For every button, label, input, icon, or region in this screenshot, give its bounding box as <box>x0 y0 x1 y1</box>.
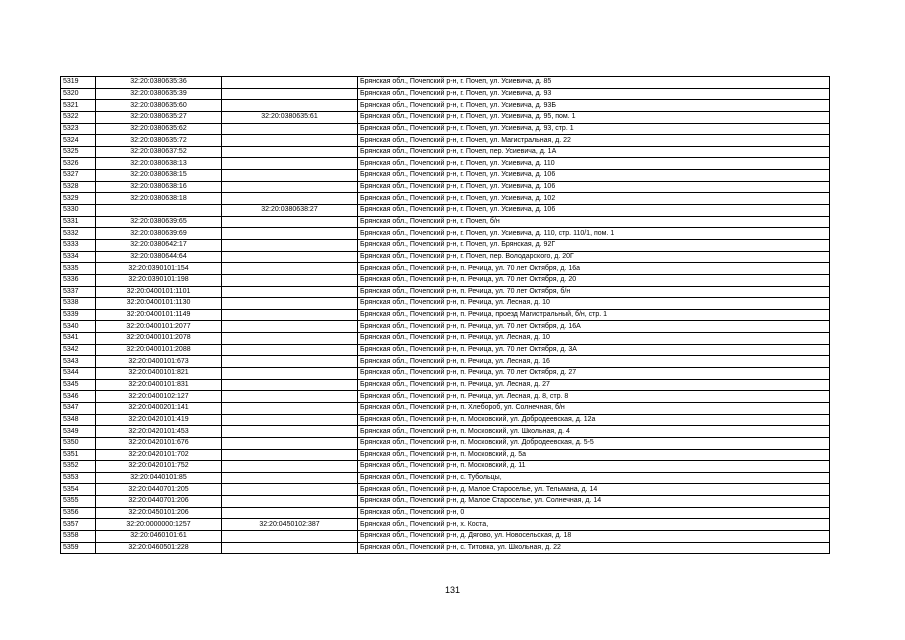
cadastral-number-cell: 32:20:0400101:1149 <box>96 309 222 321</box>
row-number-cell: 5319 <box>61 77 96 89</box>
address-cell: Брянская обл., Почепский р-н, г. Почеп, ул. Усиевича, д. 93, стр. 1 <box>358 123 830 135</box>
cadastral-number-cell: 32:20:0380644:64 <box>96 251 222 263</box>
row-number-cell: 5344 <box>61 368 96 380</box>
row-number-cell: 5359 <box>61 542 96 554</box>
related-cadastral-number-cell <box>222 333 358 345</box>
cadastral-number-cell: 32:20:0380638:15 <box>96 170 222 182</box>
related-cadastral-number-cell <box>222 123 358 135</box>
cadastral-number-cell: 32:20:0380638:13 <box>96 158 222 170</box>
related-cadastral-number-cell <box>222 449 358 461</box>
table-row <box>61 251 830 263</box>
row-number-cell: 5352 <box>61 461 96 473</box>
related-cadastral-number-cell <box>222 414 358 426</box>
cadastral-number-cell: 32:20:0000000:1257 <box>96 519 222 531</box>
registry-table <box>60 76 830 554</box>
address-cell: Брянская обл., Почепский р-н, п. Речица, ул. Лесная, д. 10 <box>358 333 830 345</box>
related-cadastral-number-cell <box>222 472 358 484</box>
table-row <box>61 111 830 123</box>
row-number-cell: 5331 <box>61 216 96 228</box>
related-cadastral-number-cell <box>222 263 358 275</box>
address-cell: Брянская обл., Почепский р-н, п. Речица, ул. Лесная, д. 10 <box>358 298 830 310</box>
row-number-cell: 5356 <box>61 507 96 519</box>
table-row <box>61 426 830 438</box>
address-cell: Брянская обл., Почепский р-н, д. Малое Староселье, ул. Солнечная, д. 14 <box>358 496 830 508</box>
cadastral-number-cell: 32:20:0400101:2078 <box>96 333 222 345</box>
address-cell: Брянская обл., Почепский р-н, п. Речица, ул. Лесная, д. 27 <box>358 379 830 391</box>
related-cadastral-number-cell <box>222 181 358 193</box>
address-cell: Брянская обл., Почепский р-н, г. Почеп, ул. Усиевича, д. 110, стр. 110/1, пом. 1 <box>358 228 830 240</box>
address-cell: Брянская обл., Почепский р-н, г. Почеп, ул. Усиевича, д. 110 <box>358 158 830 170</box>
address-cell: Брянская обл., Почепский р-н, п. Речица, проезд Магистральный, б/н, стр. 1 <box>358 309 830 321</box>
cadastral-number-cell: 32:20:0400101:2088 <box>96 344 222 356</box>
related-cadastral-number-cell <box>222 251 358 263</box>
registry-table-body <box>61 77 830 554</box>
row-number-cell: 5334 <box>61 251 96 263</box>
page-number: 131 <box>444 585 461 595</box>
table-row <box>61 507 830 519</box>
row-number-cell: 5343 <box>61 356 96 368</box>
related-cadastral-number-cell <box>222 274 358 286</box>
address-cell: Брянская обл., Почепский р-н, г. Почеп, ул. Усиевича, д. 93Б <box>358 100 830 112</box>
address-cell: Брянская обл., Почепский р-н, п. Московский, д. 11 <box>358 461 830 473</box>
table-row <box>61 519 830 531</box>
address-cell: Брянская обл., Почепский р-н, г. Почеп, ул. Усиевича, д. 95, пом. 1 <box>358 111 830 123</box>
cadastral-number-cell: 32:20:0460501:228 <box>96 542 222 554</box>
table-row <box>61 437 830 449</box>
address-cell: Брянская обл., Почепский р-н, д. Малое Староселье, ул. Тельмана, д. 14 <box>358 484 830 496</box>
table-row <box>61 414 830 426</box>
table-row <box>61 391 830 403</box>
cadastral-number-cell: 32:20:0460101:61 <box>96 530 222 542</box>
address-cell: Брянская обл., Почепский р-н, п. Речица, ул. 70 лет Октября, д. 16а <box>358 263 830 275</box>
row-number-cell: 5350 <box>61 437 96 449</box>
related-cadastral-number-cell <box>222 228 358 240</box>
row-number-cell: 5353 <box>61 472 96 484</box>
related-cadastral-number-cell <box>222 77 358 89</box>
row-number-cell: 5349 <box>61 426 96 438</box>
related-cadastral-number-cell <box>222 356 358 368</box>
table-row <box>61 88 830 100</box>
table-row <box>61 333 830 345</box>
cadastral-number-cell: 32:20:0450101:206 <box>96 507 222 519</box>
table-row <box>61 193 830 205</box>
related-cadastral-number-cell: 32:20:0450102:387 <box>222 519 358 531</box>
row-number-cell: 5358 <box>61 530 96 542</box>
related-cadastral-number-cell <box>222 100 358 112</box>
related-cadastral-number-cell <box>222 193 358 205</box>
address-cell: Брянская обл., Почепский р-н, г. Почеп, пер. Володарского, д. 20Г <box>358 251 830 263</box>
cadastral-number-cell: 32:20:0400101:1101 <box>96 286 222 298</box>
address-cell: Брянская обл., Почепский р-н, п. Московский, ул. Добродеевская, д. 5-5 <box>358 437 830 449</box>
row-number-cell: 5326 <box>61 158 96 170</box>
related-cadastral-number-cell <box>222 239 358 251</box>
table-row <box>61 542 830 554</box>
table-row <box>61 402 830 414</box>
table-row <box>61 309 830 321</box>
address-cell: Брянская обл., Почепский р-н, д. Дягово, ул. Новосельская, д. 18 <box>358 530 830 542</box>
related-cadastral-number-cell <box>222 426 358 438</box>
row-number-cell: 5321 <box>61 100 96 112</box>
address-cell: Брянская обл., Почепский р-н, г. Почеп, ул. Усиевича, д. 106 <box>358 181 830 193</box>
row-number-cell: 5328 <box>61 181 96 193</box>
row-number-cell: 5320 <box>61 88 96 100</box>
cadastral-number-cell: 32:20:0400101:1130 <box>96 298 222 310</box>
cadastral-number-cell: 32:20:0380635:60 <box>96 100 222 112</box>
table-row <box>61 368 830 380</box>
address-cell: Брянская обл., Почепский р-н, с. Титовка, ул. Школьная, д. 22 <box>358 542 830 554</box>
cadastral-number-cell: 32:20:0380638:18 <box>96 193 222 205</box>
address-cell: Брянская обл., Почепский р-н, г. Почеп, ул. Магистральная, д. 22 <box>358 135 830 147</box>
row-number-cell: 5324 <box>61 135 96 147</box>
row-number-cell: 5330 <box>61 205 96 217</box>
row-number-cell: 5347 <box>61 402 96 414</box>
row-number-cell: 5338 <box>61 298 96 310</box>
cadastral-number-cell: 32:20:0420101:419 <box>96 414 222 426</box>
related-cadastral-number-cell <box>222 146 358 158</box>
address-cell: Брянская обл., Почепский р-н, п. Московский, ул. Школьная, д. 4 <box>358 426 830 438</box>
cadastral-number-cell: 32:20:0390101:154 <box>96 263 222 275</box>
table-row <box>61 170 830 182</box>
table-row <box>61 135 830 147</box>
cadastral-number-cell: 32:20:0440101:85 <box>96 472 222 484</box>
row-number-cell: 5323 <box>61 123 96 135</box>
cadastral-number-cell: 32:20:0420101:453 <box>96 426 222 438</box>
related-cadastral-number-cell <box>222 496 358 508</box>
table-row <box>61 100 830 112</box>
related-cadastral-number-cell <box>222 321 358 333</box>
row-number-cell: 5322 <box>61 111 96 123</box>
row-number-cell: 5332 <box>61 228 96 240</box>
table-row <box>61 344 830 356</box>
cadastral-number-cell: 32:20:0380635:39 <box>96 88 222 100</box>
address-cell: Брянская обл., Почепский р-н, п. Речица, ул. 70 лет Октября, д. 3А <box>358 344 830 356</box>
address-cell: Брянская обл., Почепский р-н, п. Московский, ул. Добродеевская, д. 12а <box>358 414 830 426</box>
address-cell: Брянская обл., Почепский р-н, п. Речица, ул. 70 лет Октября, б/н <box>358 286 830 298</box>
row-number-cell: 5340 <box>61 321 96 333</box>
cadastral-number-cell: 32:20:0390101:198 <box>96 274 222 286</box>
cadastral-number-cell: 32:20:0380637:52 <box>96 146 222 158</box>
address-cell: Брянская обл., Почепский р-н, п. Речица, ул. 70 лет Октября, д. 16А <box>358 321 830 333</box>
row-number-cell: 5329 <box>61 193 96 205</box>
cadastral-number-cell: 32:20:0380635:36 <box>96 77 222 89</box>
address-cell: Брянская обл., Почепский р-н, п. Речица, ул. 70 лет Октября, д. 27 <box>358 368 830 380</box>
cadastral-number-cell: 32:20:0400201:141 <box>96 402 222 414</box>
cadastral-number-cell: 32:20:0380635:62 <box>96 123 222 135</box>
row-number-cell: 5355 <box>61 496 96 508</box>
related-cadastral-number-cell <box>222 379 358 391</box>
related-cadastral-number-cell <box>222 484 358 496</box>
cadastral-number-cell: 32:20:0380639:65 <box>96 216 222 228</box>
related-cadastral-number-cell <box>222 530 358 542</box>
cadastral-number-cell: 32:20:0380642:17 <box>96 239 222 251</box>
table-row <box>61 321 830 333</box>
table-row <box>61 158 830 170</box>
cadastral-number-cell: 32:20:0400101:821 <box>96 368 222 380</box>
related-cadastral-number-cell <box>222 368 358 380</box>
row-number-cell: 5348 <box>61 414 96 426</box>
table-row <box>61 123 830 135</box>
address-cell: Брянская обл., Почепский р-н, г. Почеп, пер. Усиевича, д. 1А <box>358 146 830 158</box>
cadastral-number-cell: 32:20:0380639:69 <box>96 228 222 240</box>
cadastral-number-cell <box>96 205 222 217</box>
cadastral-number-cell: 32:20:0380635:72 <box>96 135 222 147</box>
table-row <box>61 181 830 193</box>
row-number-cell: 5325 <box>61 146 96 158</box>
table-row <box>61 228 830 240</box>
address-cell: Брянская обл., Почепский р-н, г. Почеп, ул. Усиевича, д. 106 <box>358 205 830 217</box>
address-cell: Брянская обл., Почепский р-н, г. Почеп, ул. Усиевича, д. 85 <box>358 77 830 89</box>
row-number-cell: 5335 <box>61 263 96 275</box>
table-row <box>61 205 830 217</box>
related-cadastral-number-cell <box>222 402 358 414</box>
table-row <box>61 484 830 496</box>
related-cadastral-number-cell: 32:20:0380638:27 <box>222 205 358 217</box>
related-cadastral-number-cell <box>222 437 358 449</box>
related-cadastral-number-cell: 32:20:0380635:61 <box>222 111 358 123</box>
table-row <box>61 146 830 158</box>
address-cell: Брянская обл., Почепский р-н, г. Почеп, ул. Усиевича, д. 93 <box>358 88 830 100</box>
cadastral-number-cell: 32:20:0400101:2077 <box>96 321 222 333</box>
address-cell: Брянская обл., Почепский р-н, п. Речица, ул. Лесная, д. 16 <box>358 356 830 368</box>
table-row <box>61 356 830 368</box>
row-number-cell: 5351 <box>61 449 96 461</box>
row-number-cell: 5336 <box>61 274 96 286</box>
table-row <box>61 449 830 461</box>
table-row <box>61 530 830 542</box>
row-number-cell: 5342 <box>61 344 96 356</box>
cadastral-number-cell: 32:20:0380638:16 <box>96 181 222 193</box>
row-number-cell: 5357 <box>61 519 96 531</box>
cadastral-number-cell: 32:20:0400102:127 <box>96 391 222 403</box>
row-number-cell: 5346 <box>61 391 96 403</box>
cadastral-number-cell: 32:20:0420101:702 <box>96 449 222 461</box>
address-cell: Брянская обл., Почепский р-н, п. Речица, ул. Лесная, д. 8, стр. 8 <box>358 391 830 403</box>
table-row <box>61 286 830 298</box>
table-row <box>61 298 830 310</box>
row-number-cell: 5337 <box>61 286 96 298</box>
related-cadastral-number-cell <box>222 286 358 298</box>
table-row <box>61 216 830 228</box>
table-row <box>61 461 830 473</box>
cadastral-number-cell: 32:20:0420101:676 <box>96 437 222 449</box>
address-cell: Брянская обл., Почепский р-н, п. Московский, д. 5а <box>358 449 830 461</box>
row-number-cell: 5354 <box>61 484 96 496</box>
related-cadastral-number-cell <box>222 298 358 310</box>
address-cell: Брянская обл., Почепский р-н, г. Почеп, б/н <box>358 216 830 228</box>
related-cadastral-number-cell <box>222 88 358 100</box>
cadastral-number-cell: 32:20:0400101:673 <box>96 356 222 368</box>
address-cell: Брянская обл., Почепский р-н, г. Почеп, ул. Усиевича, д. 106 <box>358 170 830 182</box>
related-cadastral-number-cell <box>222 158 358 170</box>
related-cadastral-number-cell <box>222 461 358 473</box>
cadastral-number-cell: 32:20:0400101:831 <box>96 379 222 391</box>
address-cell: Брянская обл., Почепский р-н, с. Тубольцы, <box>358 472 830 484</box>
address-cell: Брянская обл., Почепский р-н, г. Почеп, ул. Усиевича, д. 102 <box>358 193 830 205</box>
address-cell: Брянская обл., Почепский р-н, п. Хлебороб, ул. Солнечная, б/н <box>358 402 830 414</box>
row-number-cell: 5333 <box>61 239 96 251</box>
related-cadastral-number-cell <box>222 309 358 321</box>
row-number-cell: 5339 <box>61 309 96 321</box>
related-cadastral-number-cell <box>222 135 358 147</box>
cadastral-number-cell: 32:20:0440701:205 <box>96 484 222 496</box>
table-row <box>61 77 830 89</box>
address-cell: Брянская обл., Почепский р-н, г. Почеп, ул. Брянская, д. 92Г <box>358 239 830 251</box>
related-cadastral-number-cell <box>222 507 358 519</box>
address-cell: Брянская обл., Почепский р-н, п. Речица, ул. 70 лет Октября, д. 20 <box>358 274 830 286</box>
cadastral-number-cell: 32:20:0420101:752 <box>96 461 222 473</box>
row-number-cell: 5341 <box>61 333 96 345</box>
table-row <box>61 274 830 286</box>
row-number-cell: 5345 <box>61 379 96 391</box>
table-row <box>61 496 830 508</box>
table-row <box>61 379 830 391</box>
related-cadastral-number-cell <box>222 170 358 182</box>
related-cadastral-number-cell <box>222 391 358 403</box>
cadastral-number-cell: 32:20:0380635:27 <box>96 111 222 123</box>
address-cell: Брянская обл., Почепский р-н, х. Коста, <box>358 519 830 531</box>
cadastral-number-cell: 32:20:0440701:206 <box>96 496 222 508</box>
table-row <box>61 239 830 251</box>
table-row <box>61 472 830 484</box>
table-row <box>61 263 830 275</box>
related-cadastral-number-cell <box>222 542 358 554</box>
related-cadastral-number-cell <box>222 216 358 228</box>
row-number-cell: 5327 <box>61 170 96 182</box>
related-cadastral-number-cell <box>222 344 358 356</box>
address-cell: Брянская обл., Почепский р-н, 0 <box>358 507 830 519</box>
